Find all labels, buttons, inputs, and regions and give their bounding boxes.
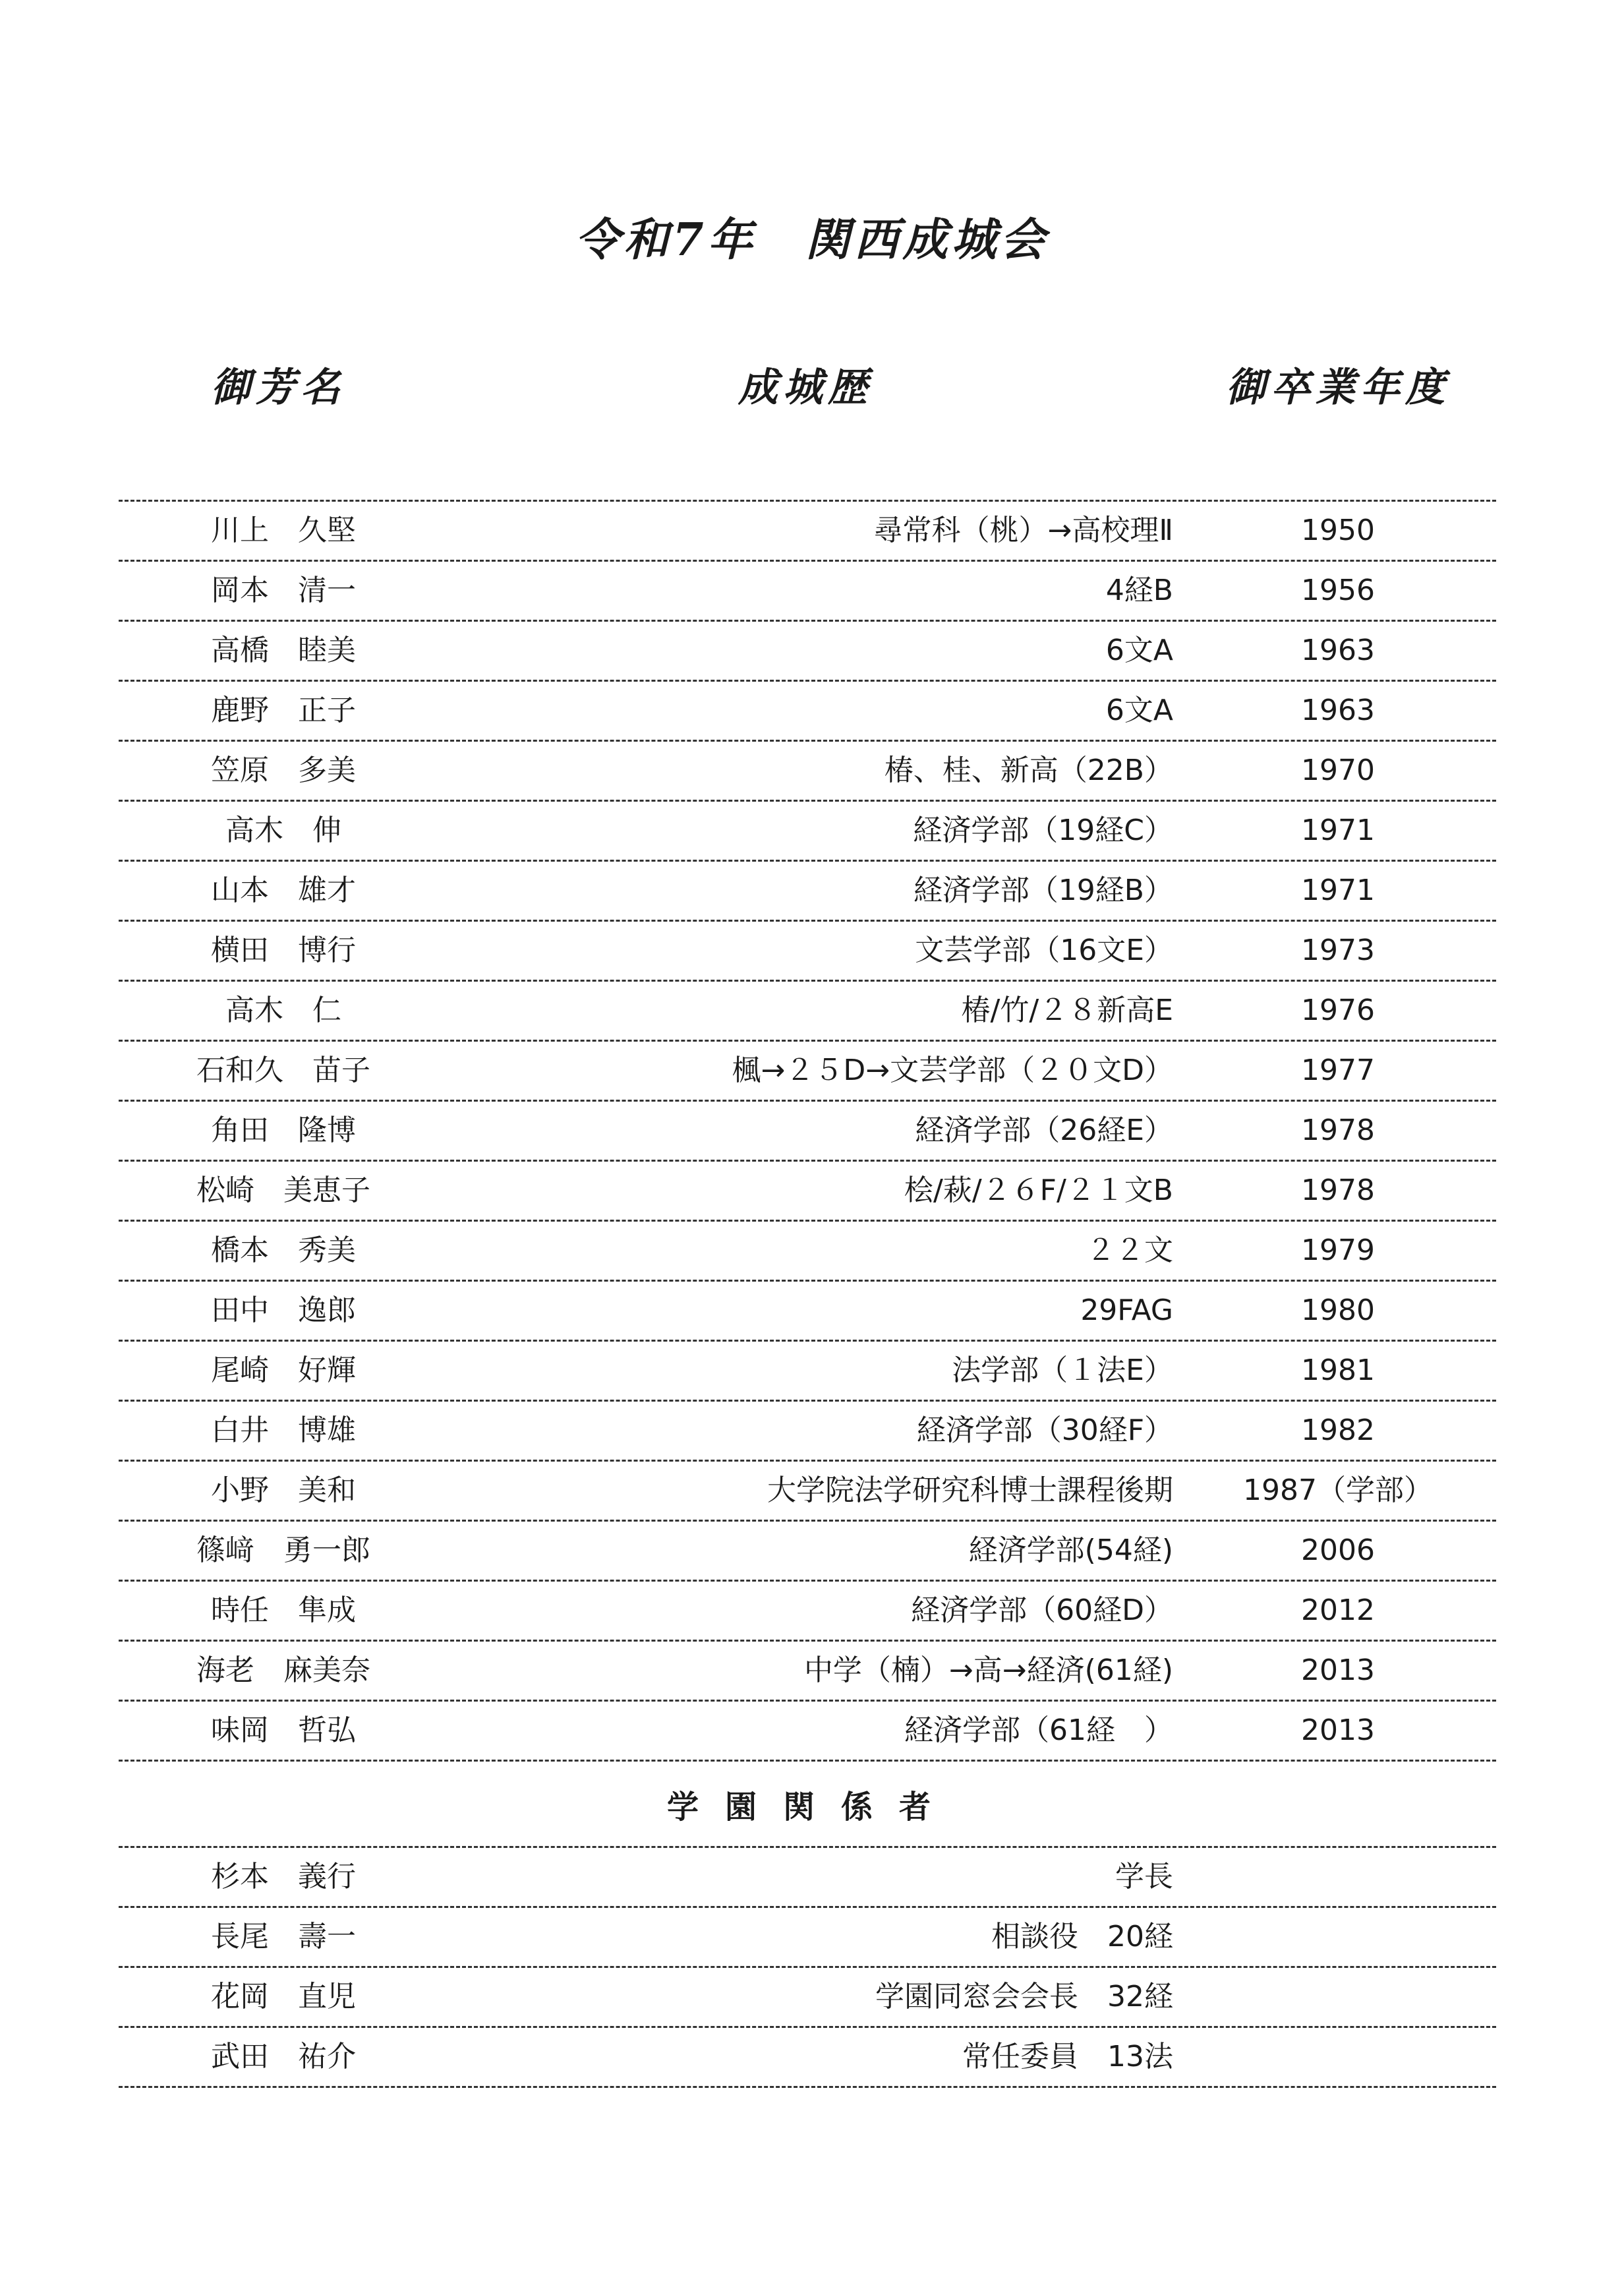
table-row — [119, 1220, 1496, 1280]
member-history: 経済学部（19経C） — [913, 814, 1173, 847]
member-year: 1970 — [1301, 754, 1375, 787]
member-name: 白井 博雄 — [211, 1413, 356, 1447]
member-year: 1971 — [1301, 814, 1375, 847]
table-row — [119, 1520, 1496, 1580]
member-history: 経済学部（19経B） — [913, 874, 1173, 907]
member-name: 川上 久堅 — [211, 514, 356, 547]
member-year: 1987（学部） — [1243, 1473, 1433, 1507]
member-history: 中学（楠）→高→経済(61経) — [803, 1653, 1173, 1687]
page-title: 令和7年 関西成城会 — [575, 214, 1049, 266]
member-year: 1950 — [1301, 514, 1375, 547]
table-row — [119, 1400, 1496, 1460]
table-row — [119, 1966, 1496, 2026]
member-year: 1978 — [1301, 1114, 1375, 1147]
member-year: 1980 — [1301, 1293, 1375, 1327]
member-name: 鹿野 正子 — [211, 694, 356, 727]
member-name: 笠原 多美 — [211, 754, 356, 787]
member-year: 1956 — [1301, 574, 1375, 607]
member-year: 1973 — [1301, 934, 1375, 967]
member-name: 高橋 睦美 — [211, 634, 356, 667]
member-history: 楓→２５D→文芸学部（２０文D） — [732, 1054, 1173, 1087]
member-year: 2013 — [1301, 1713, 1375, 1747]
table-row — [119, 680, 1496, 740]
member-history: 桧/萩/２６F/２１文B — [904, 1174, 1173, 1207]
member-history: 4経B — [1105, 574, 1173, 607]
staff-name: 花岡 直児 — [211, 1980, 356, 2013]
header-year: 御卒業年度 — [1226, 365, 1450, 411]
member-name: 田中 逸郎 — [211, 1293, 356, 1327]
member-year: 1978 — [1301, 1174, 1375, 1207]
member-history: 6文A — [1105, 634, 1173, 667]
table-row — [119, 2026, 1496, 2088]
member-history: 法学部（１法E） — [952, 1353, 1173, 1387]
member-name: 松崎 美恵子 — [196, 1174, 370, 1207]
member-history: 経済学部（60経D） — [911, 1593, 1173, 1627]
member-history: 6文A — [1105, 694, 1173, 727]
member-year: 2013 — [1301, 1653, 1375, 1687]
member-name: 篠﨑 勇一郎 — [196, 1533, 370, 1567]
member-name: 味岡 哲弘 — [211, 1713, 356, 1747]
staff-table — [119, 1846, 1496, 2088]
table-row — [119, 860, 1496, 920]
member-name: 高木 仁 — [225, 994, 341, 1027]
member-name: 石和久 苗子 — [196, 1054, 370, 1087]
table-row — [119, 1906, 1496, 1966]
table-row — [119, 620, 1496, 680]
table-row — [119, 1700, 1496, 1762]
member-history: ２２文 — [1086, 1234, 1173, 1267]
member-year: 1971 — [1301, 874, 1375, 907]
member-name: 高木 伸 — [225, 814, 341, 847]
member-history: 文芸学部（16文E） — [915, 934, 1173, 967]
member-name: 尾崎 好輝 — [211, 1353, 356, 1387]
staff-name: 武田 祐介 — [211, 2040, 356, 2073]
staff-role: 相談役 20経 — [991, 1920, 1173, 1953]
member-history: 大学院法学研究科博士課程後期 — [767, 1473, 1173, 1507]
table-row — [119, 1160, 1496, 1220]
member-year: 1979 — [1301, 1234, 1375, 1267]
member-name: 角田 隆博 — [211, 1114, 356, 1147]
members-table — [119, 500, 1496, 1762]
member-year: 1977 — [1301, 1054, 1375, 1087]
table-row — [119, 1460, 1496, 1520]
table-row — [119, 500, 1496, 560]
member-year: 2006 — [1301, 1533, 1375, 1567]
member-history: 経済学部（30経F） — [916, 1413, 1173, 1447]
member-name: 横田 博行 — [211, 934, 356, 967]
member-year: 1982 — [1301, 1413, 1375, 1447]
member-history: 椿、桂、新高（22B） — [884, 754, 1173, 787]
member-year: 1981 — [1301, 1353, 1375, 1387]
staff-role: 常任委員 13法 — [962, 2040, 1173, 2073]
member-history: 椿/竹/２８新高E — [961, 994, 1173, 1027]
table-row — [119, 1100, 1496, 1160]
table-row — [119, 920, 1496, 980]
table-row — [119, 800, 1496, 860]
member-name: 海老 麻美奈 — [196, 1653, 370, 1687]
table-row — [119, 1040, 1496, 1100]
header-name: 御芳名 — [211, 365, 345, 411]
member-year: 2012 — [1301, 1593, 1375, 1627]
member-year: 1963 — [1301, 634, 1375, 667]
member-history: 29FAG — [1080, 1293, 1173, 1327]
member-year: 1963 — [1301, 694, 1375, 727]
table-row — [119, 1640, 1496, 1700]
member-history: 経済学部(54経) — [968, 1533, 1173, 1567]
member-history: 尋常科（桃）→高校理Ⅱ — [873, 514, 1173, 547]
table-row — [119, 1280, 1496, 1340]
staff-name: 杉本 義行 — [211, 1860, 356, 1893]
member-name: 橋本 秀美 — [211, 1234, 356, 1267]
table-row — [119, 1846, 1496, 1906]
table-row — [119, 740, 1496, 800]
staff-role: 学長 — [1115, 1860, 1173, 1893]
member-name: 小野 美和 — [211, 1473, 356, 1507]
staff-role: 学園同窓会会長 32経 — [875, 1980, 1173, 2013]
member-year: 1976 — [1301, 994, 1375, 1027]
header-history: 成城歴 — [738, 365, 873, 411]
member-history: 経済学部（61経 ） — [904, 1713, 1173, 1747]
table-row — [119, 980, 1496, 1040]
member-name: 山本 雄才 — [211, 874, 356, 907]
table-row — [119, 1580, 1496, 1640]
staff-name: 長尾 壽一 — [211, 1920, 356, 1953]
staff-section-title: 学園関係者 — [666, 1789, 957, 1826]
member-name: 岡本 清一 — [211, 574, 356, 607]
table-row — [119, 1340, 1496, 1400]
member-name: 時任 隼成 — [211, 1593, 356, 1627]
member-history: 経済学部（26経E） — [915, 1114, 1173, 1147]
table-row — [119, 560, 1496, 620]
